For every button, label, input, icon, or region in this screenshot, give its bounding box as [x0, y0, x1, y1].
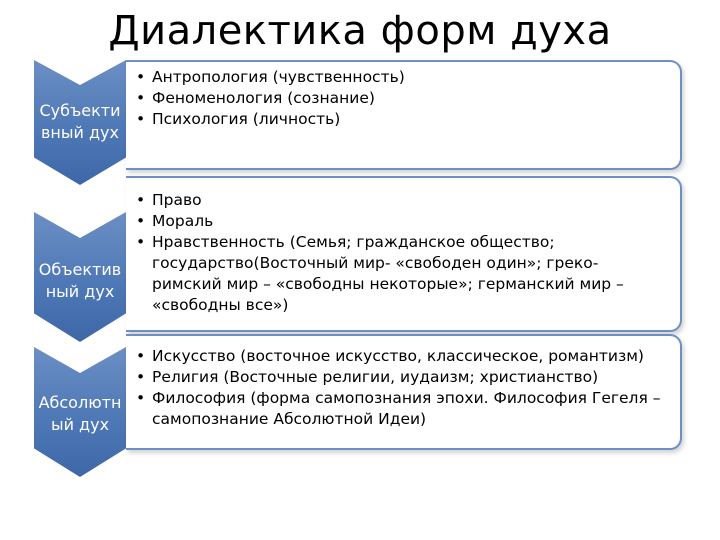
label-subjective — [30, 100, 130, 144]
list-objective — [126, 190, 680, 316]
list-absolute — [126, 346, 680, 430]
label-subjective-line2: вный дух — [40, 123, 119, 142]
label-objective-line1: Объектив — [38, 260, 122, 279]
list-item: • Искусство (восточное искусство, классическое, романтизм) — [126, 346, 680, 367]
list-item: • Антропология (чувственность) — [126, 67, 680, 88]
list-item: • Философия (форма самопознания эпохи. Философия Гегеля – самопознание Абсолютной Идеи) — [126, 388, 680, 430]
label-absolute — [30, 392, 130, 436]
list-item: • Феноменология (сознание) — [126, 88, 680, 109]
list-subjective — [126, 67, 680, 130]
list-item: • Право — [126, 190, 680, 211]
label-subjective-line1: Субъекти — [39, 101, 121, 120]
label-absolute-line2: ый дух — [50, 415, 110, 434]
box-subjective — [126, 60, 682, 170]
list-item: • Религия (Восточные религии, иудаизм; христианство) — [126, 367, 680, 388]
label-objective-line2: ный дух — [45, 282, 115, 301]
slide-title: Диалектика форм духа — [108, 8, 612, 54]
list-item: • Нравственность (Семья; гражданское общество; государство(Восточный мир- «свободен один»; греко-римский мир – «свободны некоторые»; германский мир – «свободны все») — [126, 232, 680, 316]
list-item: • Мораль — [126, 211, 680, 232]
label-objective — [30, 259, 130, 303]
label-absolute-line1: Абсолютн — [38, 393, 122, 412]
box-objective — [126, 176, 682, 332]
box-absolute — [126, 334, 682, 450]
list-item: • Психология (личность) — [126, 109, 680, 130]
